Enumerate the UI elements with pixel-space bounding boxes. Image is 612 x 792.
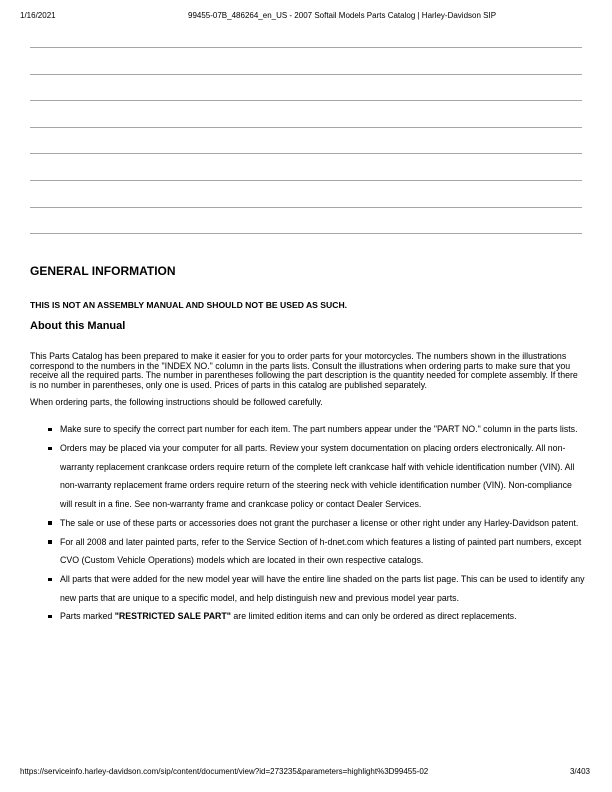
divider-line [30,207,582,208]
bullet-icon [48,447,52,451]
intro-paragraph: This Parts Catalog has been prepared to make it easier for you to order parts for your motorcycles. The numbers shown in the illustrations correspond to the numbers in the "INDEX NO." column in the parts lists. Consult the illustrations when ordering parts to make sure that you receive all the required parts. The number in parentheses following the part description is the quantity needed for complete assembly. If there is no number in parentheses, only one is used. Prices of parts in this catalog are published separately. [30,351,578,390]
divider-line [30,233,582,234]
section-title: GENERAL INFORMATION [30,264,176,278]
bullet-icon [48,521,52,525]
divider-line [30,47,582,48]
page-number: 3/403 [569,767,590,776]
restricted-suffix: are limited edition items and can only be ordered as direct replacements. [230,611,517,622]
ruled-lines [30,47,582,260]
instructions-list [30,420,586,626]
list-item [60,533,586,570]
divider-line [30,100,582,101]
bullet-icon [48,540,52,544]
divider-line [30,127,582,128]
list-item [60,570,586,607]
about-manual-heading: About this Manual [30,320,126,332]
page-url: https://serviceinfo.harley-davidson.com/sip/content/document/view?id=273235&parameters=highlight%3D99455-02 [20,767,429,776]
list-item [60,514,586,533]
list-item [60,607,586,626]
restricted-prefix: Parts marked [60,611,115,622]
main-content [30,264,586,626]
divider-line [30,180,582,181]
print-header [0,0,612,28]
list-item [60,439,586,514]
restricted-sale-emphasis: "RESTRICTED SALE PART" [114,611,231,622]
list-item-text: For all 2008 and later painted parts, refer to the Service Section of h-dnet.com which features a listing of painted part numbers, except CVO (Custom Vehicle Operations) models which are located in their own respective catalogs. [60,536,582,566]
list-item-text: All parts that were added for the new model year will have the entire line shaded on the parts list page. This can be used to identify any new parts that are unique to a specific model, and help distinguish new and previous model year parts. [60,574,585,603]
assembly-warning: THIS IS NOT AN ASSEMBLY MANUAL AND SHOULD NOT BE USED AS SUCH. [30,300,348,310]
list-item-text: The sale or use of these parts or accessories does not grant the purchaser a license or other right under any Harley-Davidson patent. [60,517,579,528]
print-date: 1/16/2021 [20,11,56,20]
bullet-icon [48,615,52,619]
divider-line [30,153,582,154]
document-title: 99455-07B_486264_en_US - 2007 Softail Models Parts Catalog | Harley-Davidson SIP [188,11,497,20]
list-item-text: Make sure to specify the correct part number for each item. The part numbers appear under the "PART NO." column in the parts lists. [60,424,578,435]
list-item [60,420,586,439]
divider-line [30,74,582,75]
instructions-lead: When ordering parts, the following instructions should be followed carefully. [30,397,323,408]
bullet-icon [48,428,52,432]
bullet-icon [48,578,52,582]
list-item-text: Orders may be placed via your computer for all parts. Review your system documentation on placing orders electronically. All non-warranty replacement crankcase orders require return of the complete left crankcase half with vehicle identification number (VIN). All non-warranty replacement frame orders require return of the steering neck with vehicle identification number (VIN). Non-compliance will result in a fine. See non-warranty frame and crankcase policy or contact Dealer Services. [60,443,575,510]
